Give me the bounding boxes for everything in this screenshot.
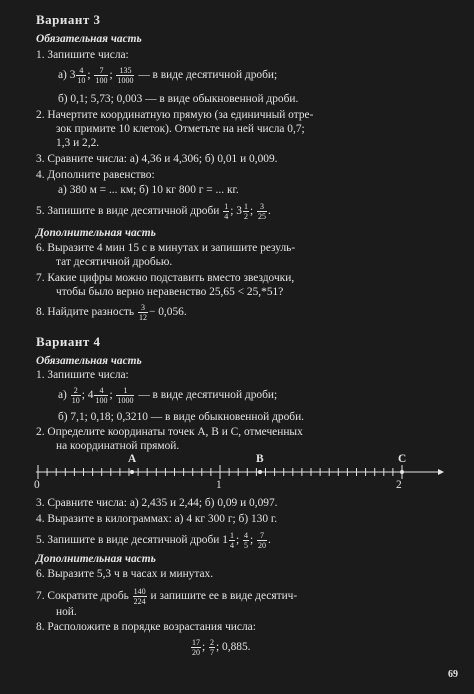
task-7-line-2: чтобы было верно неравенство 25,65 < 25,*51? [56,286,284,298]
axis-ticks [38,465,402,479]
fraction: $\frac{1}{2}$ [243,202,248,221]
page-number: 69 [448,669,458,680]
fraction: $\frac{1}{4}$ [224,202,229,221]
fraction: $\frac{7}{100}$ [95,66,108,85]
fraction: $\frac{17}{20}$ [192,638,200,657]
variant-3-title: Вариант 3 [36,12,101,27]
fraction: $\frac{135}{1000}$ [117,66,134,85]
task-7-line-2: ной. [56,606,77,618]
task-3: 3. Сравните числа: а) 2,435 и 2,44; б) 0,09 и 0,097. [36,497,278,509]
task-7-line-1: 7. Какие цифры можно подставить вместо звездочки, [36,272,295,284]
extra-heading: Дополнительная часть [36,553,156,565]
task-6-line-1: 6. Выразите 4 мин 15 с в минутах и запишите резуль- [36,242,296,254]
fraction: $\frac{2}{7}$ [210,638,215,657]
tick-label-0: 0 [34,479,40,491]
fraction: $\frac{4}{5}$ [243,531,248,550]
mandatory-heading: Обязательная часть [36,355,142,367]
fraction: $\frac{4}{10}$ [77,66,86,85]
task-1a: а) 3 $\frac{4}{10}$ ; $\frac{7}{100}$ ; $\frac{135}{1000}$ — в виде десятичной дроби; [58,66,278,85]
point-c-label: C [398,453,407,465]
fraction: $\frac{3}{12}$ [138,303,147,322]
point-a-label: A [128,453,137,465]
task-4: 4. Дополните равенство: [36,169,155,181]
task-8: 8. Расположите в порядке возрастания числа: [36,621,256,633]
task-6-line-2: тат десятичной дробью. [56,256,173,268]
number-line-svg [36,462,444,492]
tick-label-2: 2 [396,479,402,491]
task-7: 7. Сократите дробь $\frac{140}{224}$ и запишите ее в виде десятич- [36,587,298,606]
point-b-label: B [256,453,264,465]
task-3: 3. Сравните числа: а) 4,36 и 4,306; б) 0,01 и 0,009. [36,153,278,165]
task-2-line-3: 1,3 и 2,2. [56,137,100,149]
axis-arrow [438,469,444,475]
coordinate-line [36,462,444,492]
task-1: 1. Запишите числа: [36,369,129,381]
task-2-line-1: 2. Начертите координатную прямую (за единичный отре- [36,109,314,121]
extra-heading: Дополнительная часть [36,227,156,239]
variant-4-title: Вариант 4 [36,334,101,349]
task-1: 1. Запишите числа: [36,49,129,61]
fraction: $\frac{1}{4}$ [229,531,234,550]
task-2-line-2: на координатной прямой. [56,440,180,452]
fraction: $\frac{140}{224}$ [133,587,146,606]
task-4: 4. Выразите в килограммах: а) 4 кг 300 г; б) 130 г. [36,513,278,525]
fraction: $\frac{4}{100}$ [95,386,108,405]
fraction: $\frac{1}{1000}$ [117,386,134,405]
tick-label-1: 1 [216,479,222,491]
task-8: 8. Найдите разность $\frac{3}{12}$ − 0,056. [36,303,187,322]
fraction: $\frac{2}{10}$ [71,386,80,405]
task-5: 5. Запишите в виде десятичной дроби $\frac{1}{4}$ ; 3 $\frac{1}{2}$ ; $\frac{3}{25}$ . [36,202,271,221]
task-4-parts: а) 380 м = ... км; б) 10 кг 800 г = ... кг. [58,184,239,196]
task-2-line-1: 2. Определите координаты точек А, В и С, отмеченных [36,426,303,438]
point-c [400,470,404,474]
task-5: 5. Запишите в виде десятичной дроби 1 $\frac{1}{4}$ ; $\frac{4}{5}$ ; $\frac{7}{20}$ . [36,531,271,550]
task-8-numbers: $\frac{17}{20}$ ; $\frac{2}{7}$ ; 0,885. [192,638,251,657]
fraction: $\frac{3}{25}$ [257,202,266,221]
mandatory-heading: Обязательная часть [36,33,142,45]
task-1b: б) 7,1; 0,18; 0,3210 — в виде обыкновенной дроби. [58,411,305,423]
task-1a: а) $\frac{2}{10}$ ; 4 $\frac{4}{100}$ ; $\frac{1}{1000}$ — в виде десятичной дроби; [58,386,278,405]
fraction: $\frac{7}{20}$ [257,531,266,550]
task-6: 6. Выразите 5,3 ч в часах и минутах. [36,568,214,580]
point-a [130,470,134,474]
task-1b: б) 0,1; 5,73; 0,003 — в виде обыкновенной дроби. [58,93,299,105]
task-2-line-2: зок примите 10 клеток). Отметьте на ней числа 0,7; [56,123,305,135]
point-b [258,470,262,474]
